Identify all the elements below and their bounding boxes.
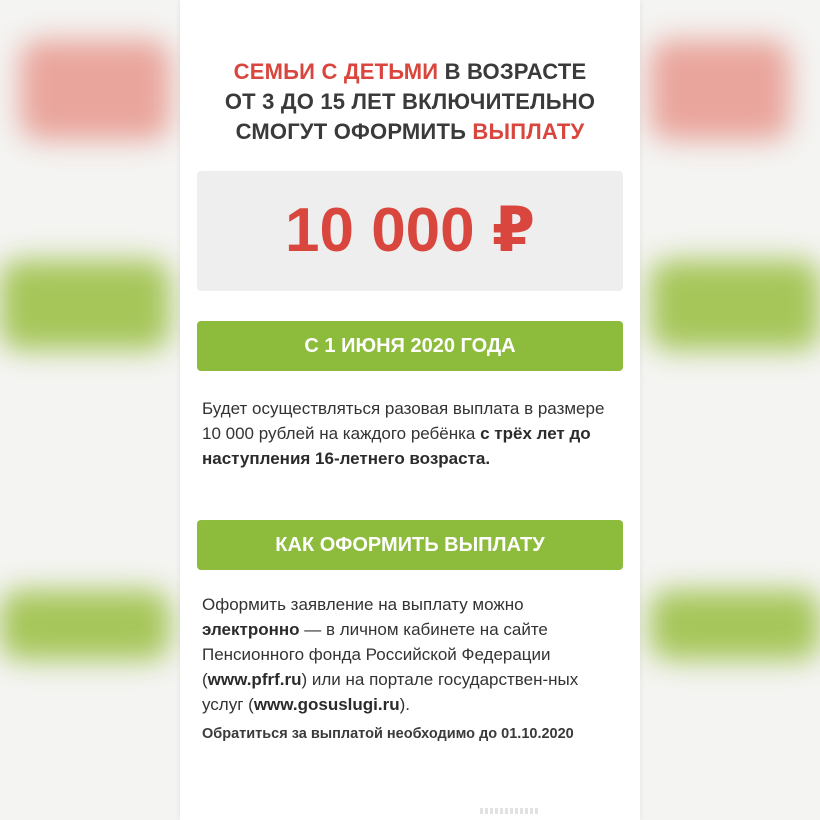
payment-amount: 10 000 ₽: [285, 196, 535, 265]
headline-text: В ВОЗРАСТЕ: [438, 59, 587, 84]
headline-line-3: [180, 117, 640, 147]
background-blur-red: [650, 40, 790, 140]
headline-text: СМОГУТ ОФОРМИТЬ: [235, 119, 473, 144]
headline-highlight-payment: ВЫПЛАТУ: [472, 119, 585, 144]
description-age-range: с трёх лет до наступления 16-летнего возраста.: [202, 424, 591, 468]
description-text: Будет осуществляться разовая выплата в размере 10 000 рублей на каждого ребёнка: [202, 399, 605, 443]
instructions-text: ) или на портале государствен-ных услуг (: [202, 670, 579, 714]
background-blur-green: [0, 260, 170, 350]
instructions-electronic: электронно: [202, 620, 300, 639]
how-to-apply-banner: КАК ОФОРМИТЬ ВЫПЛАТУ: [197, 520, 623, 570]
background-blur-green: [650, 260, 820, 350]
instructions-text: Оформить заявление на выплату можно: [202, 595, 524, 614]
headline: [180, 57, 640, 147]
deadline-note: Обратиться за выплатой необходимо до 01.10.2020: [202, 726, 574, 742]
background-blur-red: [20, 40, 170, 140]
payment-description: [202, 396, 622, 471]
amount-box: [197, 171, 623, 291]
background-blur-green: [650, 590, 820, 660]
gosuslugi-link[interactable]: www.gosuslugi.ru: [253, 695, 400, 714]
background-blur-green: [0, 590, 170, 660]
application-instructions: [202, 592, 622, 717]
info-card: [180, 0, 640, 820]
start-date-banner: С 1 ИЮНЯ 2020 ГОДА: [197, 321, 623, 371]
background-right: [640, 0, 820, 820]
background-left: [0, 0, 180, 820]
headline-highlight-families: СЕМЬИ С ДЕТЬМИ: [233, 59, 439, 84]
instructions-text: ).: [399, 695, 410, 714]
faint-footer-text: [480, 808, 540, 814]
pfrf-link[interactable]: www.pfrf.ru: [207, 670, 302, 689]
headline-line-1: [180, 57, 640, 87]
headline-line-2: ОТ 3 ДО 15 ЛЕТ ВКЛЮЧИТЕЛЬНО: [224, 89, 596, 114]
instructions-text: — в личном кабинете на сайте Пенсионного фонда Российской Федерации (: [202, 620, 551, 689]
